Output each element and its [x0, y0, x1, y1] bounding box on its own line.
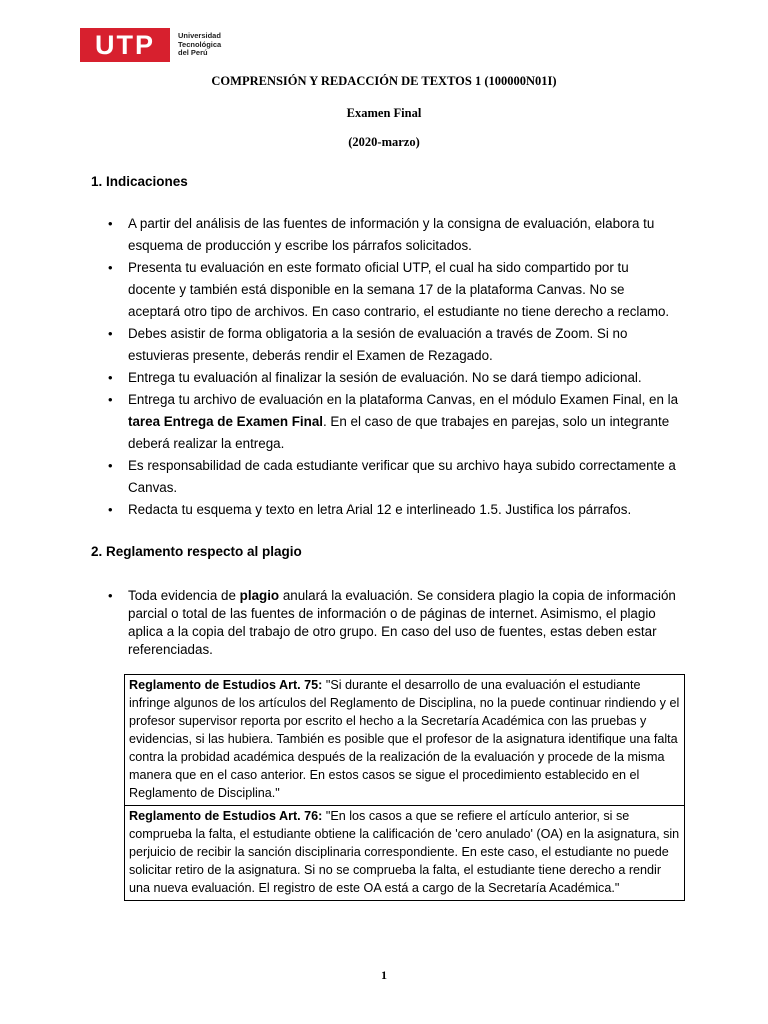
logo-line-3: del Perú	[178, 48, 208, 58]
section-plagio-heading: 2. Reglamento respecto al plagio	[91, 544, 302, 559]
list-item-bold: tarea Entrega de Examen Final	[128, 414, 323, 429]
reglamento-label: Reglamento de Estudios Art. 76:	[129, 809, 323, 823]
reglamento-text: "Si durante el desarrollo de una evaluación el estudiante infringe algunos de los artículos del Reglamento de Disciplina, no la puede continuar rindiendo y el profesor supervisor reporta por escrito el hecho a la Secretaría Académica con las pruebas y evidencias, si las hubiera. También es posible que el profesor de la asignatura identifique una falta contra la probidad académica después de la realización de la evaluación y procede de la misma manera que en el caso anterior. En estos casos se sigue el procedimiento establecido en el Reglamento de Disciplina."	[129, 678, 680, 800]
utp-logo-text	[178, 32, 221, 58]
list-item: • Entrega tu evaluación al finalizar la sesión de evaluación. No se dará tiempo adicional.	[110, 367, 680, 389]
reglamento-art-76	[125, 805, 684, 900]
reglamento-art-75	[125, 675, 684, 805]
utp-logo-letters: UTP	[95, 30, 155, 60]
indicaciones-list	[110, 213, 680, 521]
logo-line-1: Universidad	[178, 31, 221, 41]
list-item: • Redacta tu esquema y texto en letra Arial 12 e interlineado 1.5. Justifica los párrafos.	[110, 499, 680, 521]
plagio-list	[110, 587, 680, 659]
list-item: • Es responsabilidad de cada estudiante verificar que su archivo haya subido correctamente a Canvas.	[110, 455, 680, 499]
section-indicaciones-heading: 1. Indicaciones	[91, 174, 188, 189]
list-item-text: Toda evidencia de	[128, 588, 240, 603]
list-item: • Debes asistir de forma obligatoria a la sesión de evaluación a través de Zoom. Si no estuvieras presente, deberás rendir el Examen de Rezagado.	[110, 323, 680, 367]
list-item-bold: plagio	[239, 588, 280, 603]
exam-date: (2020-marzo)	[348, 135, 420, 149]
course-title: COMPRENSIÓN Y REDACCIÓN DE TEXTOS 1 (100000N01I)	[211, 74, 557, 88]
list-item-text: anulará la evaluación. Se considera plagio la copia de información parcial o total de las fuentes de información o de páginas de internet. Asimismo, el plagio aplica a la copia del trabajo de otro grupo. En caso del uso de fuentes, estas deben estar referenciadas.	[128, 588, 676, 657]
reglamento-box	[124, 674, 685, 901]
reglamento-text: "En los casos a que se refiere el artículo anterior, si se comprueba la falta, el estudiante obtiene la calificación de 'cero anulado' (OA) en la asignatura, sin perjuicio de recibir la sanción disciplinaria correspondiente. En este caso, el estudiante no puede solicitar retiro de la asignatura. Si no se comprueba la falta, el estudiante tiene derecho a rendir una nueva evaluación. El registro de este OA está a cargo de la Secretaría Académica."	[129, 809, 680, 895]
logo-line-2: Tecnológica	[178, 39, 222, 49]
list-item-text: . En el caso de que trabajes en parejas, solo un integrante deberá realizar la entrega.	[128, 414, 670, 451]
utp-logo-mark	[80, 28, 170, 62]
exam-title: Examen Final	[346, 106, 422, 120]
list-item-text: Entrega tu archivo de evaluación en la plataforma Canvas, en el módulo Examen Final, en la	[128, 392, 679, 407]
list-item	[110, 587, 680, 659]
list-item: • Presenta tu evaluación en este formato oficial UTP, el cual ha sido compartido por tu docente y también está disponible en la semana 17 de la plataforma Canvas. No se aceptará otro tipo de archivos. En caso contrario, el estudiante no tiene derecho a reclamo.	[110, 257, 680, 323]
utp-logo	[80, 28, 221, 62]
reglamento-label: Reglamento de Estudios Art. 75:	[129, 678, 323, 692]
list-item: • A partir del análisis de las fuentes de información y la consigna de evaluación, elabora tu esquema de producción y escribe los párrafos solicitados.	[110, 213, 680, 257]
page-number: 1	[381, 968, 387, 982]
list-item	[110, 389, 680, 455]
